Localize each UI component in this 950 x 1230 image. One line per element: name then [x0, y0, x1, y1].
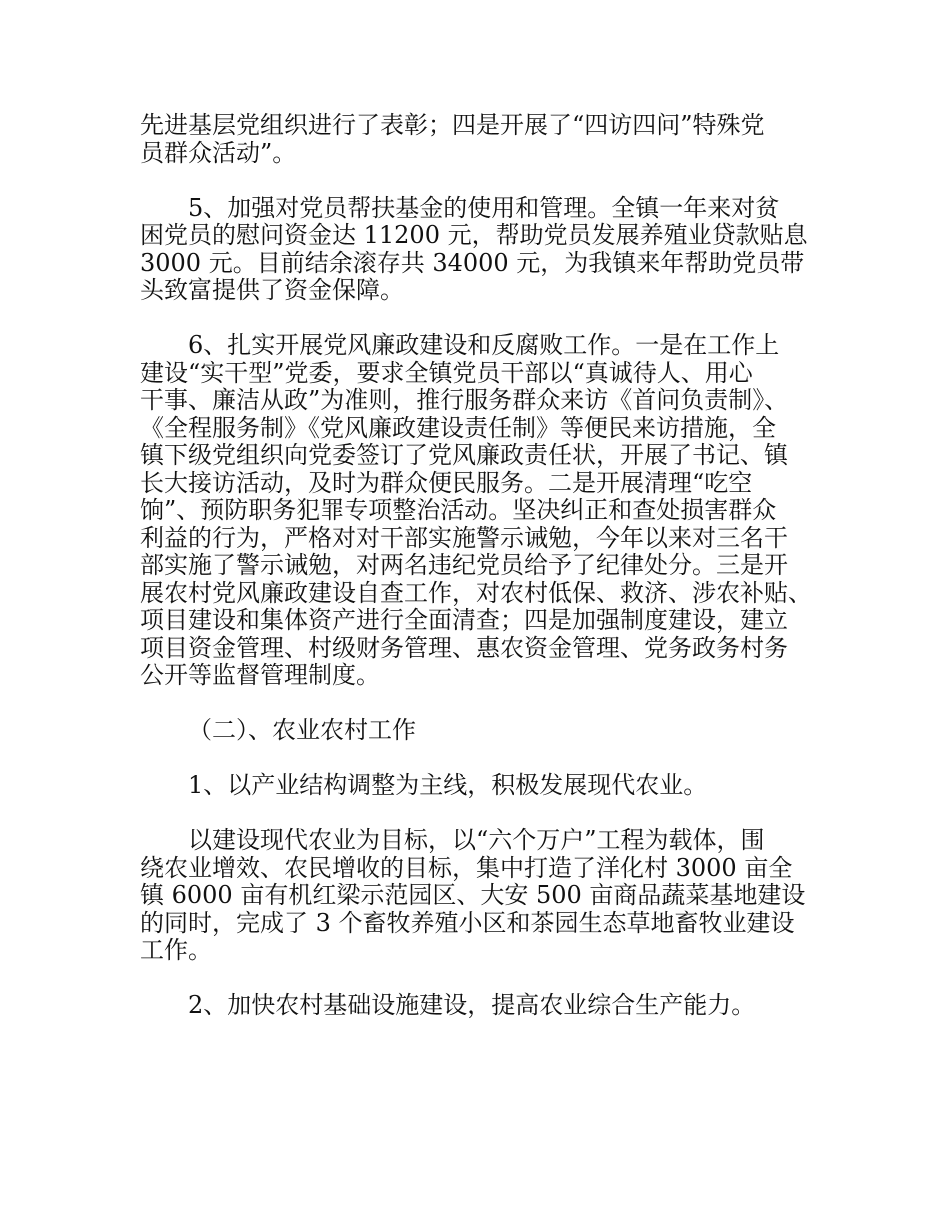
- text-line: 的同时，完成了 3 个畜牧养殖小区和茶园生态草地畜牧业建设: [140, 908, 795, 937]
- text-line: 头致富提供了资金保障。: [140, 276, 404, 304]
- text-line: 建设“实干型”党委，要求全镇党员干部以“真诚待人、用心: [140, 358, 753, 387]
- paragraph-item-5: [140, 195, 820, 305]
- text-line: 项目资金管理、村级财务管理、惠农资金管理、党务政务村务: [140, 633, 788, 662]
- paragraph-item-6: [140, 332, 820, 690]
- paragraph-agri-body: [140, 827, 820, 965]
- paragraph-continuation: [140, 112, 820, 167]
- text-line: 先进基层党组织进行了表彰；四是开展了“四访四问”特殊党: [140, 111, 765, 139]
- text-line: 部实施了警示诫勉，对两名违纪党员给予了纪律处分。三是开: [140, 551, 788, 579]
- document-page: [140, 112, 820, 1047]
- text-line: 困党员的慰问资金达 11200 元，帮助党员发展养殖业贷款贴息: [140, 221, 808, 249]
- text-line: 饷”、预防职务犯罪专项整治活动。坚决纠正和查处损害群众: [140, 496, 777, 524]
- text-line: 镇下级党组织向党委签订了党风廉政责任状，开展了书记、镇: [140, 441, 788, 469]
- text-line: 3000 元。目前结余滚存共 34000 元，为我镇来年帮助党员带: [140, 248, 805, 277]
- text-line: 干事、廉洁从政”为准则，推行服务群众来访《首问负责制》、: [140, 386, 789, 414]
- text-line: 利益的行为，严格对对干部实施警示诫勉，今年以来对三名干: [140, 523, 788, 552]
- text-line: 员群众活动”。: [140, 138, 297, 167]
- text-line: 公开等监督管理制度。: [140, 661, 380, 689]
- text-line: 工作。: [140, 936, 212, 964]
- text-line: 长大接访活动，及时为群众便民服务。二是开展清理“吃空: [140, 468, 753, 497]
- text-line: 项目建设和集体资产进行全面清查；四是加强制度建设，建立: [140, 606, 788, 634]
- section-heading-agriculture: [140, 717, 820, 745]
- text-line: 6、扎实开展党风廉政建设和反腐败工作。一是在工作上: [188, 331, 780, 359]
- text-line: 绕农业增效、农民增收的目标，集中打造了洋化村 3000 亩全: [140, 853, 793, 882]
- text-line: 镇 6000 亩有机红梁示范园区、大安 500 亩商品蔬菜基地建设: [140, 881, 806, 909]
- text-line: 以建设现代农业为目标，以“六个万户”工程为载体，围: [188, 826, 765, 854]
- text-line: 2、加快农村基础设施建设，提高农业综合生产能力。: [188, 991, 756, 1019]
- paragraph-agri-item-2: [140, 992, 820, 1020]
- paragraph-agri-item-1: [140, 772, 820, 800]
- text-line: 《全程服务制》《党风廉政建设责任制》等便民来访措施，全: [140, 413, 776, 442]
- text-line: 1、以产业结构调整为主线，积极发展现代农业。: [188, 771, 708, 799]
- section-heading-text: （二）、农业农村工作: [188, 716, 416, 744]
- text-line: 5、加强对党员帮扶基金的使用和管理。全镇一年来对贫: [188, 193, 780, 222]
- text-line: 展农村党风廉政建设自查工作，对农村低保、救济、涉农补贴、: [140, 578, 812, 607]
